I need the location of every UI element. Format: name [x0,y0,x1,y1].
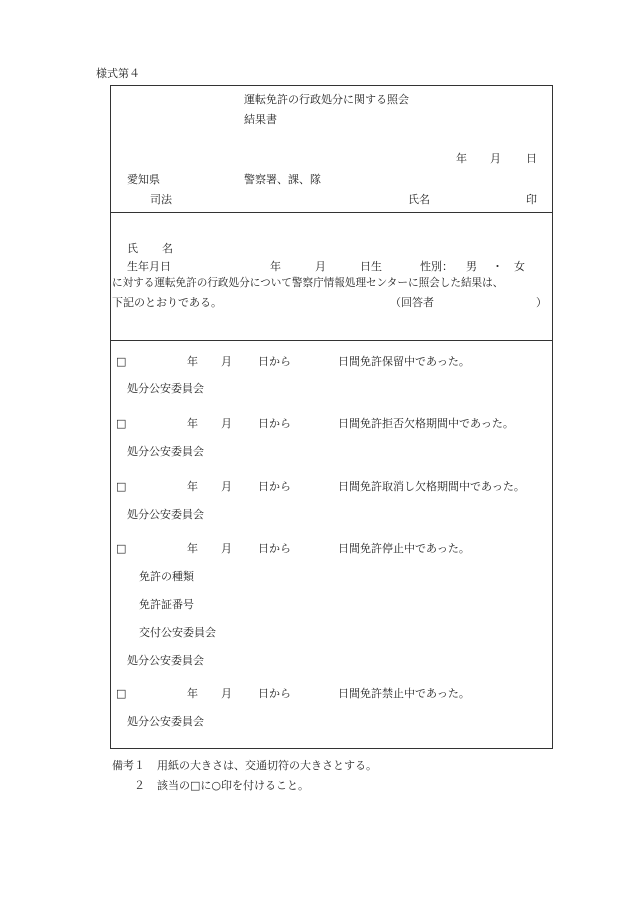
form-title-suffix: 結果書 [244,113,277,126]
birth-month-label: 月 [315,260,326,273]
sex-label: 性別： [420,260,453,273]
result-year-label: 年 [187,687,198,700]
statement-line-2: 下記のとおりである。 [112,296,222,309]
sex-male: 男 [466,260,477,273]
note-2: 該当の□に○印を付けること。 [157,779,309,792]
form-title: 運転免許の行政処分に関する照会 [244,93,409,106]
subject-name-label-2: 名 [162,242,173,255]
result-checkbox[interactable]: □ [116,542,127,555]
result-status-text: 日間免許禁止中であった。 [338,687,470,700]
date-year-label: 年 [456,152,467,165]
result-year-label: 年 [187,355,198,368]
birth-year-label: 年 [270,260,281,273]
result-month-label: 月 [221,542,232,555]
committee-label: 処分公安委員会 [127,508,204,521]
result-from-label: 日から [258,687,291,700]
result-month-label: 月 [221,687,232,700]
license-type-label: 免許の種類 [139,570,194,583]
result-month-label: 月 [221,480,232,493]
note-2-number: ２ [134,779,145,792]
result-from-label: 日から [258,542,291,555]
issuing-committee-label: 交付公安委員会 [139,626,216,639]
notes-label: 備考１ [112,759,145,772]
committee-label: 処分公安委員会 [127,715,204,728]
result-year-label: 年 [187,542,198,555]
sex-female: 女 [514,260,525,273]
result-month-label: 月 [221,355,232,368]
respondent-label: （回答者 [390,296,434,309]
result-from-label: 日から [258,355,291,368]
committee-label: 処分公安委員会 [127,382,204,395]
statement-line-1: に対する運転免許の行政処分について警察庁情報処理センターに照会した結果は、 [112,277,504,289]
section-divider [110,340,553,341]
police-unit-label: 警察署、課、隊 [244,173,321,186]
result-year-label: 年 [187,480,198,493]
license-number-label: 免許証番号 [139,598,194,611]
birth-date-label: 生年月日 [127,260,171,273]
result-status-text: 日間免許停止中であった。 [338,542,470,555]
section-divider [110,212,553,213]
respondent-close: ） [536,296,547,309]
result-year-label: 年 [187,417,198,430]
form-number: 様式第４ [96,67,140,80]
date-month-label: 月 [490,152,501,165]
seal-mark: 印 [526,193,537,206]
result-checkbox[interactable]: □ [116,687,127,700]
committee-label: 処分公安委員会 [127,445,204,458]
date-day-label: 日 [526,152,537,165]
result-status-text: 日間免許取消し欠格期間中であった。 [338,480,525,493]
officer-name-label: 氏名 [408,193,430,206]
subject-name-label-1: 氏 [127,242,138,255]
result-from-label: 日から [258,417,291,430]
birth-day-label: 日生 [360,260,382,273]
result-month-label: 月 [221,417,232,430]
sex-separator: ・ [492,260,503,273]
section-label: 司法 [150,193,172,206]
result-status-text: 日間免許保留中であった。 [338,355,470,368]
committee-label: 処分公安委員会 [127,654,204,667]
result-from-label: 日から [258,480,291,493]
result-checkbox[interactable]: □ [116,480,127,493]
result-status-text: 日間免許拒否欠格期間中であった。 [338,417,514,430]
result-checkbox[interactable]: □ [116,355,127,368]
result-checkbox[interactable]: □ [116,417,127,430]
note-1: 用紙の大きさは、交通切符の大きさとする。 [157,759,377,772]
prefecture-label: 愛知県 [127,173,160,186]
